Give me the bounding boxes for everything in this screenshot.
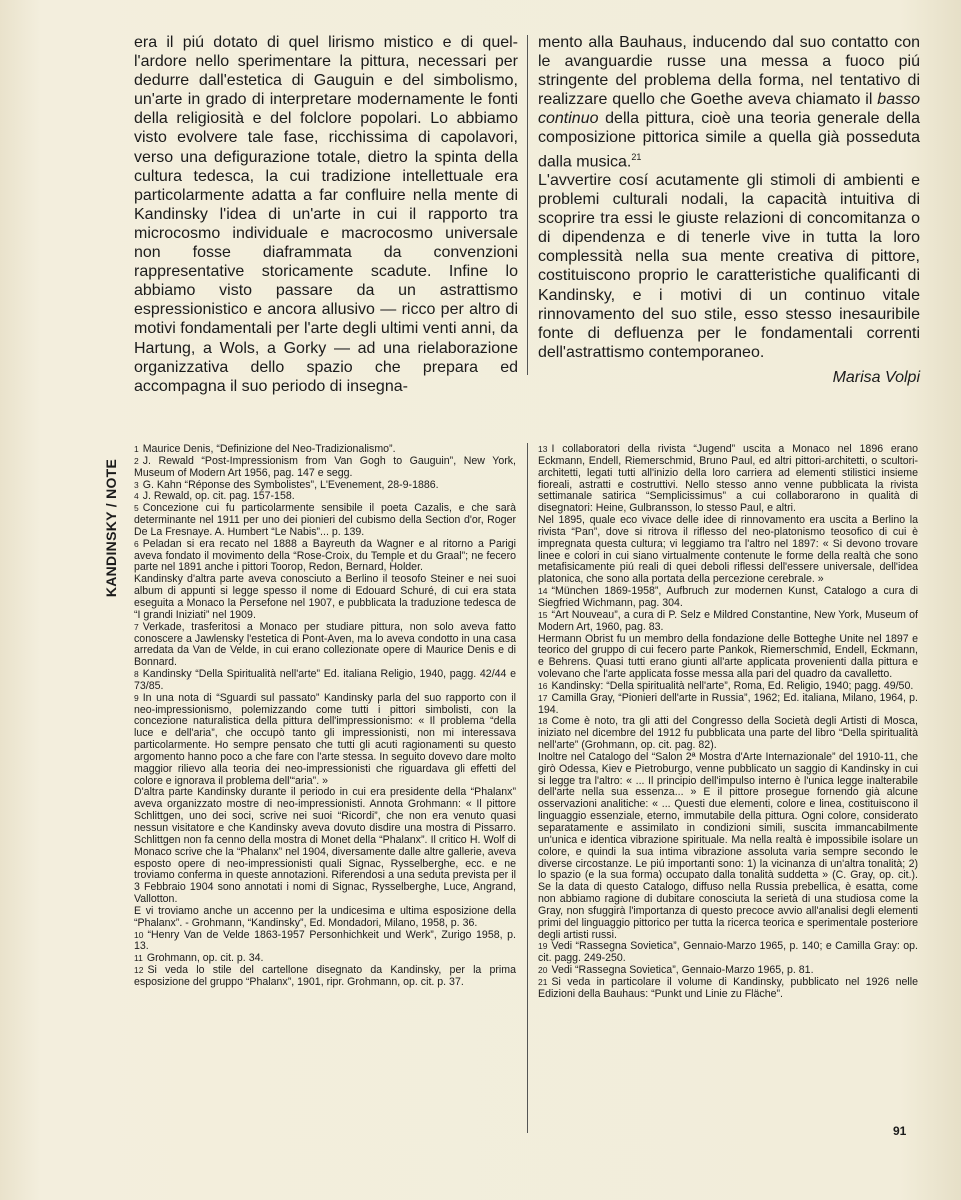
footnote xyxy=(538,977,918,1001)
footnote-text: Si veda in particolare il volume di Kandinsky, pubblicato nel 1926 nelle Edizioni della Bauhaus: “Punkt und Linie zu Fläche”. xyxy=(538,975,918,1000)
footnote xyxy=(134,930,516,954)
footnote xyxy=(134,456,516,480)
footnote-number: 17 xyxy=(538,692,548,703)
footnote-text: Verkade, trasferitosi a Monaco per studiare pittura, non solo aveva fatto conoscere a Jawlensky l'estetica di Pont-Aven, ma lo aveva condotto in una casa arredata da Van de Velde, in cui erano collezionate opere di Maurice Denis e di Bonnard. xyxy=(134,620,516,669)
footnote-text: Camilla Gray, “Pionieri dell'arte in Russia”, 1962; Ed. italiana, Milano, 1964, p. 194. xyxy=(538,691,918,716)
section-label: KANDINSKY / NOTE xyxy=(103,458,119,598)
footnote-number: 2 xyxy=(134,455,139,466)
footnote-continuation: Kandinsky d'altra parte aveva conosciuto a Berlino il teosofo Steiner e nei suoi album di appunti si legge spesso il nome di Edouard Schuré, di cui era stata eseguita a Monaco la Persefone nel 1907, e pubblicata la traduzione tedesca de “I grandi Iniziati” nel 1909. xyxy=(134,573,516,621)
main-paragraph: mento alla Bauhaus, inducendo dal suo contatto con le avanguardie russe una messa a fuoco piú stringente del problema della forma, nel tentativo di realizzare quello che Goethe aveva chiamato il basso continuo della pittura, cioè una teoria generale della composizione pittorica simile a quella già posseduta dalla musica.$^{21}$ xyxy=(538,34,920,170)
author-signature: Marisa Volpi xyxy=(832,368,920,386)
footnote xyxy=(134,539,516,622)
footnote xyxy=(134,669,516,693)
footnote-continuation: E vi troviamo anche un accenno per la undicesima e ultima esposizione della “Phalanx”. - Grohmann, “Kandinsky”, Ed. Mondadori, Milano, 1958, p. 36. xyxy=(134,904,516,929)
footnote-number: 5 xyxy=(134,503,139,514)
footnote-text: I collaboratori della rivista “Jugend” uscita a Monaco nel 1896 erano Eckmann, Endell, Riemerschmid, Bruno Paul, ed altri pittori-architetti, o scultori-architetti, legati tutti all'inizio della loro carriera ad elementi stilistici insieme fioreali, astratti e costruttivi. Nello stesso anno venne pubblicata la rivista settimanale satirica “Semplicissimus” a cui collaborarono in qualità di disegnatori: Heine, Gulbransson, lo stesso Paul, e altri. xyxy=(538,443,918,515)
page-number: 91 xyxy=(893,1124,907,1138)
footnote-text: Grohmann, op. cit. p. 34. xyxy=(146,952,264,965)
footnote xyxy=(538,586,918,610)
notes-left-column xyxy=(134,444,516,989)
footnote-number: 7 xyxy=(134,621,139,632)
footnote-number: 3 xyxy=(134,479,139,490)
main-text-left-column xyxy=(134,33,518,396)
footnote-number: 11 xyxy=(134,953,143,964)
footnote-text: Si veda lo stile del cartellone disegnato da Kandinsky, per la prima esposizione del gruppo “Phalanx”, 1901, ripr. Grohmann, op. cit. p. 37. xyxy=(134,964,516,988)
footnote-continuation: Inoltre nel Catalogo del “Salon 2ª Mostra d'Arte Internazionale” del 1910-11, che girò Odessa, Kiev e Pietroburgo, venne pubblicato un saggio di Kandinsky in cui si legge tra l'altro: « ... Il principio dell'impulso interno è l'unica legge inalterabile dell'arte nella sua essenza... » E il pittore prosegue fornendo già alcune osservazioni analitiche: « ... Questi due elementi, colore e linea, costituiscono il linguaggio essenziale, eterno, immutabile della pittura. Ogni colore, considerato separatamente e assimilato in condizioni simili, suscita immancabilmente un'unica e identica vibrazione spirituale. Ma nella realtà è impossibile isolare un colore, e quindi la sua intima vibrazione assoluta varia sempre secondo le diverse circostanze. Le piú importanti sono: 1) la vicinanza di un'altra tonalità; 2) lo spazio (e la sua forma) occupato dalla tonalità suddetta » (C. Gray, op. cit.). Se la data di questo Catalogo, diffuso nella Russia prebellica, è esatta, come non abbiamo ragione di dubitare conosciuta la serietà di una studiosa come la Gray, non sfuggirà l'importanza di questo precoce avvio all'analisi degli elementi primi del linguaggio pittorico per tutta la ricerca teorica e sperimentale posteriore degli artisti russi. xyxy=(538,750,918,941)
footnote-number: 19 xyxy=(538,941,548,952)
footnote xyxy=(134,503,516,539)
footnote-text: Kandinsky: “Della spiritualità nell'arte”, Roma, Ed. Religio, 1940; pagg. 49/50. xyxy=(551,679,914,692)
footnote xyxy=(134,693,516,930)
footnote xyxy=(538,941,918,965)
footnote-text: J. Rewald “Post-Impressionism from Van Gogh to Gauguin”, New York, Museum of Modern Art 1956, pag. 147 e segg. xyxy=(134,454,516,479)
footnote-text: J. Rewald, op. cit. pag. 157-158. xyxy=(142,490,295,503)
notes-column-divider xyxy=(527,443,528,1133)
footnote-number: 1 xyxy=(134,444,139,454)
footnote-ref: 21 xyxy=(631,151,642,162)
footnote-text: Kandinsky “Della Spiritualità nell'arte” Ed. italiana Religio, 1940, pagg. 42/44 e 73/85. xyxy=(134,668,516,692)
footnote-number: 20 xyxy=(538,965,548,976)
footnote xyxy=(538,610,918,681)
footnote-number: 6 xyxy=(134,538,139,549)
main-paragraph: L'avvertire cosí acutamente gli stimoli di ambienti e problemi culturali nodali, la capacità intuitiva di scoprire tra essi le giuste relazioni di concomitanza o di dipendenza e di tenerle vive in tutta la loro complessità nella sua mente creativa di pittore, costituiscono proprio le caratteristiche qualificanti di Kandinsky, e i motivi di un continuo vitale rinnovamento del suo stile, esso stesso inesauribile fonte di defluenza per le fondamentali correnti dell'astrattismo contemporaneo. xyxy=(538,171,920,361)
footnote-number: 9 xyxy=(134,692,139,703)
column-divider xyxy=(527,35,528,375)
footnote-continuation: Hermann Obrist fu un membro della fondazione delle Botteghe Unite nel 1897 e teorico del gruppo di cui fecero parte Pankok, Riemerschmid, Endell, Eckmann, e Behrens. Quasi tutti erano giunti all'arte applicata provenienti dalla pittura e volevano che l'arte applicata fosse messa alla pari del quadro da cavalletto. xyxy=(538,632,918,681)
footnote-text: “München 1869-1958”, Aufbruch zur modernen Kunst, Catalogo a cura di Siegfried Wichmann, pag. 304. xyxy=(538,585,918,609)
footnote-number: 15 xyxy=(538,609,548,620)
footnote-text: G. Kahn “Réponse des Symbolistes”, L'Evenement, 28-9-1886. xyxy=(142,478,439,491)
footnote-continuation: Nel 1895, quale eco vivace delle idee di rinnovamento era uscita a Berlino la rivista “Pan”, dove si ritrova il riflesso del neo-platonismo teosofico di cui è impregnata questa cultura; vi leggiamo tra l'altro nel 1897: « Si devono trovare linee e colori in cui siano virtualmente contenute le forme della realtà che sono metafisicamente piú reali di quei deboli riflessi dell'essere universale, dell'idea platonica, che sono alla portata della percezione cerebrale. » xyxy=(538,514,918,586)
footnote-text: In una nota di “Sguardi sul passato” Kandinsky parla del suo rapporto con il neo-impressionismo, polemizzando come tutti i pittori simbolisti, con la concezione naturalistica della pittura dell'impressionismo: « Il problema “della luce e dell'aria”, che occupò tanto gli impressionisti, non mi interessava particolarmente. Ho sempre pensato che tutti gli acuti ragionamenti su questo argomento hanno poco a che fare con l'arte stessa. In seguito dovevo dare molto maggior rilievo alla teoria dei neo-impressionisti che riguardava gli effetti del colore e ignorava il problema dell'“aria”. » xyxy=(134,691,516,787)
footnote-continuation: D'altra parte Kandinsky durante il periodo in cui era presidente della “Phalanx” aveva organizzato mostre di neo-impressionisti. Annota Grohmann: « Il pittore Schlittgen, uno dei soci, scrive nei suoi “Ricordi”, che non era venuto quasi nessun visitatore e che Kandinsky aveva dovuto disdire una mostra di Pissarro. Schlittgen non fa cenno della mostra di Monet della “Phalanx”. Il critico H. Wolf di Monaco scrive che la “Phalanx” nel 1904, diversamente dalle altre gallerie, aveva esposto opere di neo-impressionisti quali Signac, Rysselberghe, ecc. e ne troviamo conferma in queste annotazioni. Riferendosi a una seduta prevista per il 3 Febbraio 1904 sono annotati i nomi di Signac, Rysselberghe, Luce, Angrand, Vallotton. xyxy=(134,786,516,906)
footnote-number: 13 xyxy=(538,444,548,454)
main-text-right-column xyxy=(538,33,920,387)
footnote-number: 16 xyxy=(538,680,548,691)
footnote-number: 12 xyxy=(134,965,144,976)
footnote-number: 18 xyxy=(538,716,548,727)
footnote-text: Vedi “Rassegna Sovietica”, Gennaio-Marzo 1965, p. 81. xyxy=(551,964,814,977)
footnote xyxy=(538,693,918,717)
footnote xyxy=(134,965,516,989)
footnote-text: “Henry Van de Velde 1863-1957 Personhichkeit und Werk”, Zurigo 1958, p. 13. xyxy=(134,928,516,953)
footnote-text: “Art Nouveau”, a cura di P. Selz e Mildred Constantine, New York, Museum of Modern Art, 1960, pag. 83. xyxy=(538,608,918,633)
footnote xyxy=(134,622,516,669)
footnote-text: Peladan si era recato nel 1888 a Bayreuth da Wagner e al ritorno a Parigi aveva fondato il movimento della “Rose-Croix, du Temple et du Graal”; ne fecero parte nel 1891 anche i pittori Toorop, Redon, Bernard, Holder. xyxy=(134,537,516,574)
footnote-text: Maurice Denis, “Definizione del Neo-Tradizionalismo”. xyxy=(142,443,396,455)
footnote xyxy=(538,444,918,586)
main-paragraph: era il piú dotato di quel lirismo mistico e di quel-l'ardore nello sperimentare la pittura, necessari per dedurre dall'estetica di Gauguin e del simbolismo, un'arte in grado di interpretare modernamente le fonti della religiosità e del folclore popolari. Lo abbiamo visto evolvere tale fase, ricchissima di capolavori, verso una defigurazione totale, dietro la spinta della cultura tedesca, la cui tradizione intellettuale era particolarmente adatta a far confluire nella mente di Kandinsky l'idea di un'arte in cui il rapporto tra microcosmo individuale e macrocosmo universale non fosse diaframmata da convenzioni rappresentative storicamente scadute. Infine lo abbiamo visto passare da un astrattismo espressionistico e ancora allusivo — ricco per altro di motivi fondamentali per l'arte degli ultimi venti anni, da Hartung, a Wols, a Gorky — ad una rielaborazione organizzativa dello spazio che prepara ed accompagna il suo periodo di insegna- xyxy=(134,34,518,395)
footnote-number: 14 xyxy=(538,586,548,597)
footnote-number: 10 xyxy=(134,929,144,940)
footnote xyxy=(538,716,918,941)
footnote-text: Come è noto, tra gli atti del Congresso della Società degli Artisti di Mosca, iniziato nel dicembre del 1912 fu pubblicata una parte del libro “Della spiritualità nell'arte” (Grohmann, op. cit. pag. 82). xyxy=(538,715,918,752)
footnote-text: Concezione cui fu particolarmente sensibile il poeta Cazalis, e che sarà determinante nel 1911 per uno dei pionieri del cubismo della Section d'or, Roger De La Fresnaye. A. Humbert “Le Nabis”... p. 139. xyxy=(134,502,516,538)
footnote-text: Vedi “Rassegna Sovietica”, Gennaio-Marzo 1965, p. 140; e Camilla Gray: op. cit. pagg. 249-250. xyxy=(538,940,918,965)
footnote-number: 8 xyxy=(134,669,139,680)
footnote-number: 21 xyxy=(538,976,548,987)
notes-right-column xyxy=(538,444,918,1001)
footnote-number: 4 xyxy=(134,491,139,502)
italic-term: basso continuo xyxy=(538,91,920,128)
